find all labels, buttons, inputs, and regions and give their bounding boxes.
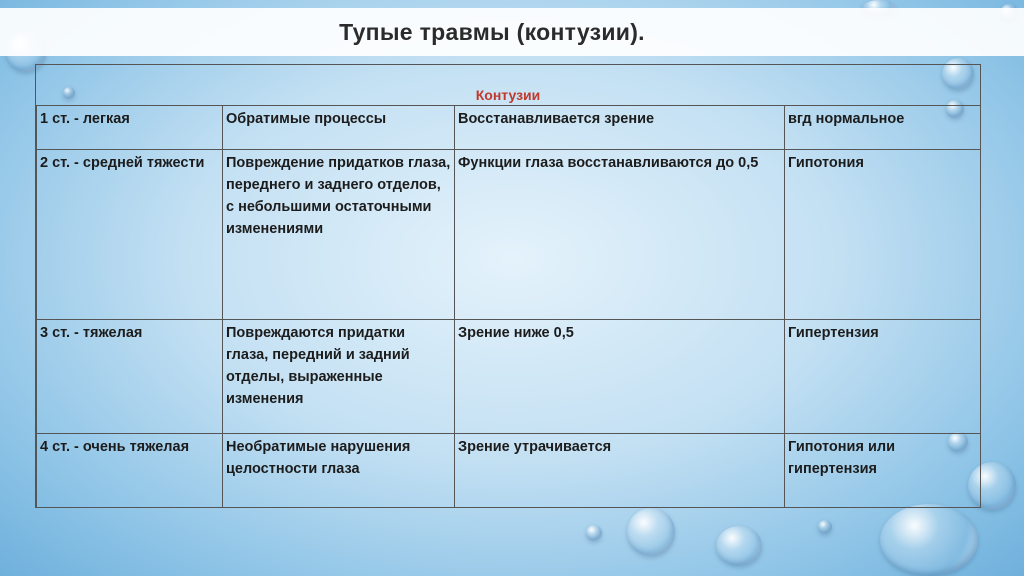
table-cell: Гипотония или гипертензия: [785, 434, 981, 508]
water-drop-decoration: [880, 504, 978, 576]
title-bar: [0, 8, 1024, 56]
slide-title: Тупые травмы (контузии).: [339, 18, 645, 45]
table-cell: Гипертензия: [785, 320, 981, 434]
contusion-table: [36, 105, 981, 508]
table-cell: 3 ст. - тяжелая: [37, 320, 223, 434]
table-cell: Необратимые нарушения целостности глаза: [223, 434, 455, 508]
table-cell: Гипотония: [785, 150, 981, 320]
table-cell: Повреждаются придатки глаза, передний и задний отделы, выраженные изменения: [223, 320, 455, 434]
table-cell: Зрение ниже 0,5: [455, 320, 785, 434]
table-cell: 4 ст. - очень тяжелая: [37, 434, 223, 508]
table-frame: [35, 64, 981, 508]
table-cell: 2 ст. - средней тяжести: [37, 150, 223, 320]
water-drop-decoration: [818, 520, 832, 534]
table-cell: Зрение утрачивается: [455, 434, 785, 508]
water-drop-decoration: [586, 525, 602, 541]
table-cell: Функции глаза восстанавливаются до 0,5: [455, 150, 785, 320]
table-cell: Повреждение придатков глаза, переднего и заднего отделов, с небольшими остаточными изменениями: [223, 150, 455, 320]
water-drop-decoration: [627, 508, 675, 556]
table-cell: 1 ст. - легкая: [37, 106, 223, 150]
table-row: [37, 106, 981, 150]
table-caption: Контузии: [475, 87, 541, 103]
table-row: [37, 320, 981, 434]
table-cell: Обратимые процессы: [223, 106, 455, 150]
water-drop-decoration: [716, 526, 762, 566]
table-cell: Восстанавливается зрение: [455, 106, 785, 150]
table-row: [37, 434, 981, 508]
table-row: [37, 150, 981, 320]
table-cell: вгд нормальное: [785, 106, 981, 150]
